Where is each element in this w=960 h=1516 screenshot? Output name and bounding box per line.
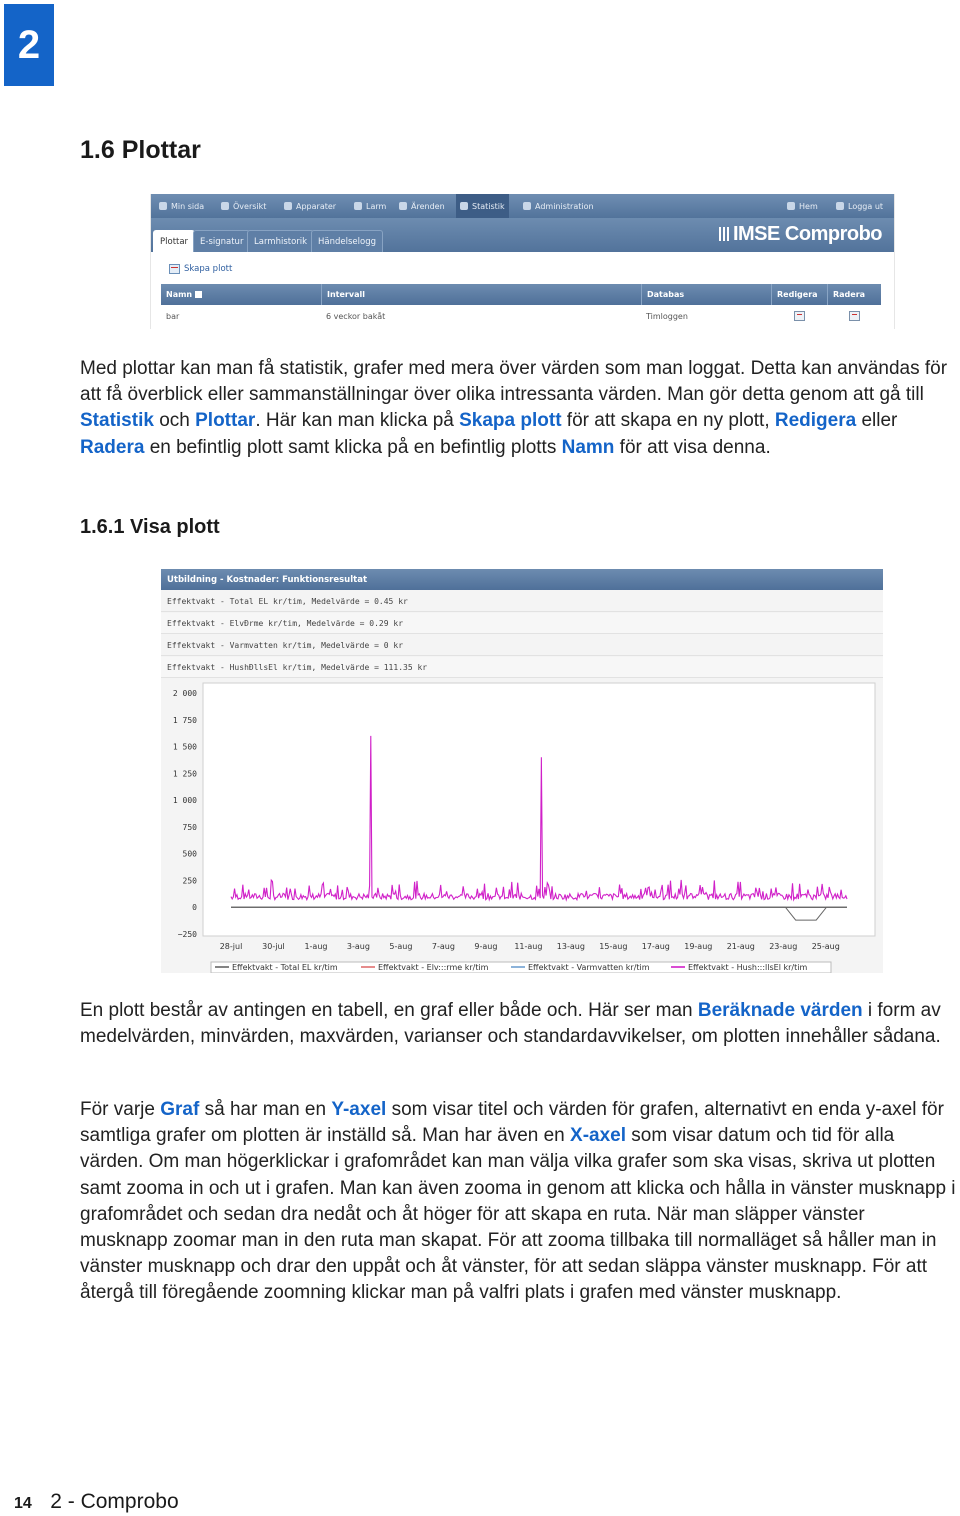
tab-plottar[interactable] — [153, 230, 195, 252]
subsection-title: 1.6.1 Visa plott — [80, 516, 220, 538]
device-icon — [284, 202, 292, 210]
legend-label: Effektvakt - Hush:::llsEl kr/tim — [688, 963, 808, 972]
nav-logga-ut[interactable] — [836, 194, 883, 218]
y-tick-label: 0 — [192, 903, 197, 913]
paragraph-plot-description — [80, 998, 956, 1050]
logo-bars-icon — [719, 227, 731, 241]
plot-database: Timloggen — [646, 311, 688, 321]
chart-icon — [460, 202, 468, 210]
plot-name-link[interactable]: bar — [166, 311, 180, 321]
logo-text: IMSE Comprobo — [732, 223, 882, 245]
text: För varje — [80, 1099, 161, 1120]
keyword-y-axel: Y-axel — [331, 1099, 387, 1120]
delete-plot-button[interactable] — [844, 308, 860, 324]
y-tick-label: 1 000 — [172, 796, 197, 806]
x-tick-label: 1-aug — [304, 942, 328, 951]
legend-label: Effektvakt - Total EL kr/tim — [232, 963, 338, 972]
table-row — [161, 308, 881, 324]
nav-label: Logga ut — [848, 201, 884, 211]
text: för att visa denna. — [614, 436, 771, 458]
x-tick-label: 7-aug — [431, 942, 455, 951]
keyword-beraknade-varden: Beräknade värden — [697, 1000, 863, 1021]
tab-handelselogg[interactable] — [311, 230, 383, 252]
text: en befintlig plott samt klicka på en befintlig plotts — [144, 436, 562, 458]
col-radera — [827, 284, 881, 305]
x-tick-label: 11-aug — [514, 942, 543, 951]
x-tick-label: 25-aug — [811, 942, 840, 951]
y-tick-label: 1 750 — [172, 715, 197, 725]
y-tick-label: −250 — [177, 930, 197, 939]
page-footer — [14, 1490, 179, 1514]
plottar-screenshot — [150, 194, 895, 329]
y-tick-label: 1 250 — [172, 769, 197, 779]
y-tick-label: 750 — [182, 822, 197, 832]
home-icon — [787, 202, 795, 210]
y-tick-label: 2 000 — [172, 689, 197, 698]
footer-title: 2 - Comprobo — [50, 1490, 179, 1513]
text: för att skapa en ny plott, — [561, 410, 775, 432]
home-user-icon — [159, 202, 167, 210]
nav-label: Ärenden — [411, 201, 445, 211]
alarm-icon — [354, 202, 362, 210]
nav-label: Min sida — [171, 201, 205, 211]
col-label: Namn — [166, 290, 193, 299]
nav-hem[interactable] — [787, 194, 818, 218]
nav-label: Administration — [535, 201, 594, 211]
plot-screenshot — [161, 569, 883, 973]
keyword-plottar: Plottar — [195, 410, 256, 432]
col-label: Radera — [833, 290, 866, 299]
keyword-namn: Namn — [561, 436, 615, 458]
text: som visar titel och värden för grafen, alternativt en enda y-axel för samtliga grafer om plotten är inställd så. Man har även en — [80, 1099, 944, 1147]
plot-chart[interactable] — [161, 679, 883, 973]
keyword-x-axel: X-axel — [570, 1125, 627, 1147]
nav-label: Statistik — [472, 201, 505, 211]
col-databas — [641, 284, 771, 305]
calculated-value: Effektvakt - HushÐllsEl kr/tim, Medelvärde = 111.35 kr — [161, 657, 883, 678]
tab-e-signatur[interactable] — [193, 230, 250, 252]
plots-table-header — [161, 284, 881, 305]
x-tick-label: 13-aug — [556, 942, 585, 951]
text: i form av medelvärden, minvärden, maxvärden, varianser och standardavvikelser, om plotten innehåller sådana. — [80, 1000, 941, 1048]
x-tick-label: 21-aug — [726, 942, 755, 951]
y-tick-label: 250 — [182, 876, 197, 886]
col-redigera — [771, 284, 827, 305]
x-tick-label: 17-aug — [641, 942, 670, 951]
x-tick-label: 19-aug — [684, 942, 713, 951]
text: eller — [856, 410, 898, 432]
calculated-value: Effektvakt - ElvÐrme kr/tim, Medelvärde = 0.29 kr — [161, 613, 883, 634]
x-tick-label: 15-aug — [599, 942, 628, 951]
nav-min-sida[interactable] — [159, 194, 204, 218]
tab-label: Händelselogg — [318, 236, 376, 247]
plot-add-icon — [169, 264, 180, 274]
calculated-value: Effektvakt - Total EL kr/tim, Medelvärde = 0.45 kr — [161, 591, 883, 612]
calculated-value: Effektvakt - Varmvatten kr/tim, Medelvärde = 0 kr — [161, 635, 883, 656]
keyword-graf: Graf — [160, 1099, 200, 1120]
nav-apparater[interactable] — [284, 194, 336, 218]
text: . Här kan man klicka på — [255, 410, 460, 432]
ticket-icon — [399, 202, 407, 210]
create-plot-label: Skapa plott — [184, 264, 233, 274]
x-tick-label: 3-aug — [346, 942, 370, 951]
keyword-skapa-plott: Skapa plott — [459, 410, 562, 432]
app-banner — [151, 218, 895, 252]
keyword-statistik: Statistik — [80, 410, 154, 432]
col-label: Intervall — [327, 290, 365, 299]
delete-icon — [849, 311, 860, 321]
x-tick-label: 23-aug — [769, 942, 798, 951]
text: och — [153, 410, 196, 432]
intro-paragraph — [80, 356, 956, 461]
page-number: 14 — [14, 1495, 32, 1512]
edit-icon — [794, 311, 805, 321]
nav-administration[interactable] — [523, 194, 594, 218]
nav-oversikt[interactable] — [221, 194, 266, 218]
text: Med plottar kan man få statistik, grafer med mera över värden som man loggat. Detta kan användas för att få överblick eller sammanställningar över olika intressanta värden. Man gör detta genom att gå till — [80, 358, 948, 406]
nav-label: Översikt — [233, 201, 267, 211]
overview-icon — [221, 202, 229, 210]
top-navigation — [151, 194, 895, 218]
section-title: 1.6 Plottar — [80, 136, 201, 164]
tab-larmhistorik[interactable] — [247, 230, 314, 252]
tab-label: E-signatur — [200, 236, 244, 247]
y-tick-label: 1 500 — [172, 742, 197, 752]
tab-label: Larmhistorik — [254, 236, 308, 247]
sort-icon — [195, 291, 202, 298]
plot-interval: 6 veckor bakåt — [326, 311, 386, 321]
nav-label: Hem — [799, 201, 818, 211]
nav-larm[interactable] — [354, 194, 386, 218]
x-tick-label: 30-jul — [262, 942, 285, 951]
nav-label: Apparater — [296, 201, 337, 211]
keyword-redigera: Redigera — [774, 410, 857, 432]
text: så har man en — [199, 1099, 332, 1120]
legend-label: Effektvakt - Varmvatten kr/tim — [528, 963, 650, 972]
nav-arenden[interactable] — [399, 194, 445, 218]
col-intervall — [321, 284, 641, 305]
keyword-radera: Radera — [80, 436, 145, 458]
plot-title: Utbildning - Kostnader: Funktionsresultat — [161, 569, 883, 590]
chapter-badge: 2 — [4, 4, 54, 86]
tab-label: Plottar — [160, 236, 189, 247]
admin-icon — [523, 202, 531, 210]
logout-icon — [836, 202, 844, 210]
col-namn[interactable] — [161, 284, 321, 305]
nav-label: Larm — [366, 201, 387, 211]
col-label: Databas — [647, 290, 685, 299]
x-tick-label: 28-jul — [219, 942, 243, 951]
plot-area — [203, 683, 875, 936]
edit-plot-button[interactable] — [789, 308, 805, 324]
paragraph-axes — [80, 1097, 956, 1307]
imse-comprobo-logo — [719, 223, 882, 246]
y-tick-label: 500 — [182, 849, 197, 859]
x-tick-label: 9-aug — [474, 942, 498, 951]
text: som visar datum och tid för alla värden. Om man högerklickar i grafområdet kan man välja vilka grafer som ska visas, skriva ut plotten samt zooma in och ut i grafen. Man kan även zooma in genom att klicka och hålla in vänster musknapp i grafområdet och sedan dra nedåt och åt höger för att skapa en ruta. När man släpper vänster musknapp zoomar man in den ruta man skapat. För att zooma tillbaka till normalläget så håller man in vänster musknapp och drar den uppåt och åt vänster, för att sedan släppa vänster musknapp. För att återgå till föregående zoomning klickar man på valfri plats i grafen med vänster musknapp. — [80, 1125, 956, 1304]
x-tick-label: 5-aug — [389, 942, 413, 951]
col-label: Redigera — [777, 290, 818, 299]
nav-statistik[interactable] — [456, 194, 509, 218]
legend-label: Effektvakt - Elv:::rme kr/tim — [378, 963, 489, 972]
create-plot-link[interactable] — [169, 264, 232, 274]
text: En plott består av antingen en tabell, en graf eller både och. Här ser man — [80, 1000, 698, 1021]
